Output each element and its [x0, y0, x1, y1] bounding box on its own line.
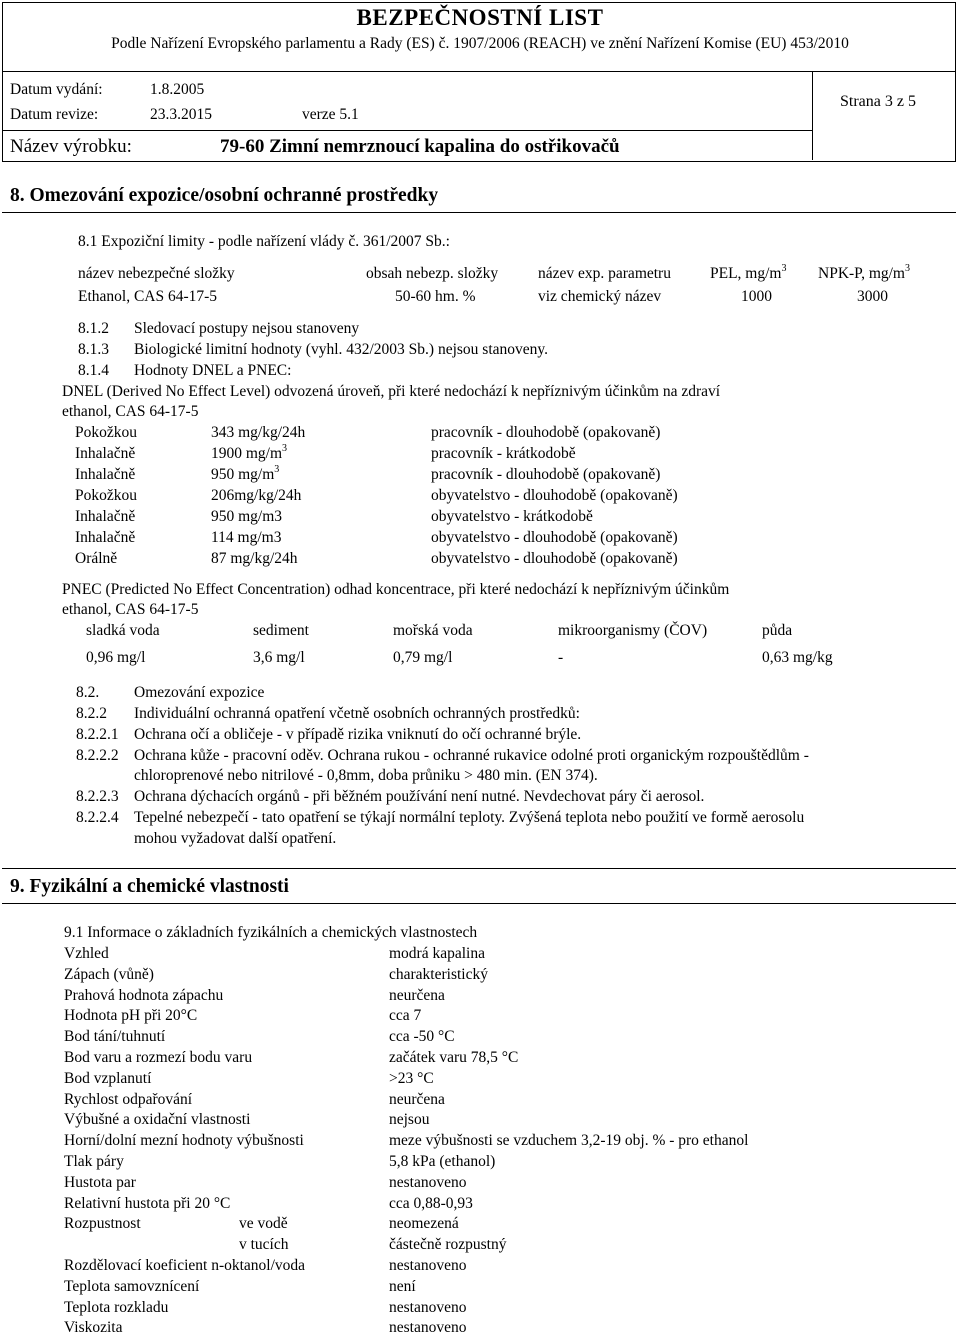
dnel-value-text: 950 mg/m3: [211, 508, 283, 525]
property-label: Bod vzplanutí: [64, 1069, 152, 1087]
product-name: 79-60 Zimní nemrznoucí kapalina do ostřikovačů: [220, 136, 620, 157]
pnec-value-sediment: 3,6 mg/l: [253, 649, 305, 666]
s82-num: 8.2.2.1: [76, 726, 119, 743]
issue-date: 1.8.2005: [150, 81, 205, 98]
dnel-value: [211, 508, 282, 526]
dnel-population: obyvatelstvo - krátkodobě: [431, 508, 593, 525]
property-value: nestanoveno: [389, 1319, 467, 1337]
s82-text: Individuální ochranná opatření včetně osobních ochranných prostředků:: [134, 705, 580, 722]
property-value: nestanoveno: [389, 1173, 467, 1191]
dnel-value-text: 206mg/kg/24h: [211, 487, 302, 504]
property-label: Viskozita: [64, 1319, 123, 1337]
dnel-value-text: 114 mg/m3: [211, 529, 282, 546]
limits-header-name: název nebezpečné složky: [78, 265, 235, 282]
dnel-value: [211, 529, 281, 547]
property-value: cca 0,88-0,93: [389, 1194, 473, 1212]
s82-num: 8.2.2.3: [76, 788, 119, 805]
property-value: není: [389, 1277, 416, 1295]
property-sublabel: ve vodě: [239, 1215, 288, 1233]
dnel-value-text: 1900 mg/m: [211, 445, 283, 462]
s812-num: 8.1.2: [78, 320, 109, 337]
dnel-value-text: 950 mg/m: [211, 466, 275, 483]
dnel-intro: DNEL (Derived No Effect Level) odvozená úroveň, při které nedochází k nepříznivým účinkům na zdraví: [62, 383, 721, 400]
pnec-substance: ethanol, CAS 64-17-5: [62, 601, 199, 618]
property-value: 5,8 kPa (ethanol): [389, 1153, 496, 1170]
limits-row-param: viz chemický název: [538, 288, 662, 305]
s81-text: 8.1 Expoziční limity - podle nařízení vlády č. 361/2007 Sb.:: [78, 233, 450, 250]
property-label: Prahová hodnota zápachu: [64, 986, 224, 1004]
header-vdivider: [812, 71, 813, 160]
pel-exp: 3: [781, 263, 787, 274]
property-value: neurčena: [389, 1090, 445, 1108]
pnec-value-soil: 0,63 mg/kg: [762, 649, 833, 666]
property-value: začátek varu 78,5 °C: [389, 1049, 519, 1066]
dnel-substance: ethanol, CAS 64-17-5: [62, 403, 199, 420]
s814-num: 8.1.4: [78, 362, 109, 379]
version: verze 5.1: [302, 106, 359, 123]
section-9-underline: [2, 903, 956, 904]
property-value: částečně rozpustný: [389, 1236, 507, 1254]
pnec-header-soil: půda: [762, 622, 793, 639]
dnel-route: Inhalačně: [75, 508, 136, 525]
revision-date: 23.3.2015: [150, 106, 212, 123]
property-value: neurčena: [389, 986, 445, 1004]
property-label: Relativní hustota při 20 °C: [64, 1194, 231, 1212]
pel-label: PEL, mg/m: [710, 265, 782, 282]
property-label: Rozpustnost: [64, 1215, 141, 1233]
s82-text: Ochrana očí a obličeje - v případě rizika vniknutí do očí ochranné brýle.: [134, 726, 582, 743]
limits-header-content: obsah nebezp. složky: [366, 265, 499, 282]
s82-num: 8.2.2.4: [76, 809, 119, 826]
property-label: Tlak páry: [64, 1153, 124, 1170]
dnel-value: [211, 445, 287, 463]
pnec-header-seawater: mořská voda: [393, 622, 473, 639]
s82-text: mohou vyžadovat další opatření.: [134, 830, 337, 847]
section-9-title: 9. Fyzikální a chemické vlastnosti: [10, 876, 289, 897]
dnel-route: Pokožkou: [75, 487, 137, 504]
s813-num: 8.1.3: [78, 341, 109, 358]
property-value: nestanoveno: [389, 1298, 467, 1316]
document-title: BEZPEČNOSTNÍ LIST: [356, 5, 604, 30]
dnel-population: pracovník - dlouhodobě (opakovaně): [431, 424, 661, 441]
property-value: nestanoveno: [389, 1257, 467, 1274]
s82-text: Tepelné nebezpečí - tato opatření se týkají normální teploty. Zvýšená teplota nebo použití ve formě aerosolu: [134, 809, 805, 826]
dnel-population: pracovník - krátkodobě: [431, 445, 576, 462]
s814-text: Hodnoty DNEL a PNEC:: [134, 362, 292, 379]
limits-row-pel: 1000: [741, 288, 772, 305]
s82-text: Omezování expozice: [134, 684, 265, 701]
limits-row-name: Ethanol, CAS 64-17-5: [78, 288, 218, 305]
dnel-value-exp: 3: [282, 443, 288, 454]
section-8-title: 8. Omezování expozice/osobní ochranné prostředky: [10, 185, 439, 206]
dnel-route: Inhalačně: [75, 466, 136, 483]
header-divider-2: [2, 130, 812, 131]
s91-text: 9.1 Informace o základních fyzikálních a chemických vlastnostech: [64, 924, 478, 941]
s82-num: 8.2.: [76, 684, 100, 701]
dnel-value-text: 87 mg/kg/24h: [211, 550, 298, 567]
pnec-header-freshwater: sladká voda: [86, 622, 160, 639]
property-label: Horní/dolní mezní hodnoty výbušnosti: [64, 1132, 304, 1150]
dnel-value: [211, 466, 279, 484]
property-value: meze výbušnosti se vzduchem 3,2-19 obj. % - pro ethanol: [389, 1132, 749, 1150]
s82-num: 8.2.2: [76, 705, 107, 722]
s812-text: Sledovací postupy nejsou stanoveny: [134, 320, 360, 337]
property-label: Rozdělovací koeficient n-oktanol/voda: [64, 1257, 306, 1274]
property-value: neomezená: [389, 1215, 459, 1233]
property-label: Bod varu a rozmezí bodu varu: [64, 1049, 253, 1066]
property-label: Hodnota pH při 20°C: [64, 1007, 198, 1025]
section-8-underline: [2, 212, 956, 213]
property-label: Výbušné a oxidační vlastnosti: [64, 1111, 251, 1129]
dnel-route: Orálně: [75, 550, 118, 567]
pnec-value-seawater: 0,79 mg/l: [393, 649, 453, 666]
page-number: Strana 3 z 5: [840, 93, 916, 110]
dnel-value-text: 343 mg/kg/24h: [211, 424, 306, 441]
property-value: nejsou: [389, 1111, 430, 1129]
revision-label: Datum revize:: [10, 106, 99, 123]
limits-row-npk: 3000: [857, 288, 888, 305]
product-label: Název výrobku:: [10, 136, 132, 157]
dnel-value: [211, 424, 305, 442]
dnel-population: obyvatelstvo - dlouhodobě (opakovaně): [431, 487, 678, 504]
limits-header-pel: [710, 265, 786, 283]
s813-text: Biologické limitní hodnoty (vyhl. 432/2003 Sb.) nejsou stanoveny.: [134, 341, 549, 358]
property-value: >23 °C: [389, 1069, 434, 1087]
property-value: cca -50 °C: [389, 1028, 455, 1046]
dnel-value-exp: 3: [274, 464, 280, 475]
pnec-intro: PNEC (Predicted No Effect Concentration) odhad koncentrace, při které nedochází k nepříznivým účinkům: [62, 581, 730, 598]
property-value: modrá kapalina: [389, 945, 485, 962]
property-label: Bod tání/tuhnutí: [64, 1028, 166, 1046]
s82-text: Ochrana dýchacích orgánů - při běžném používání není nutné. Nevdechovat páry či aerosol.: [134, 788, 705, 805]
property-value: cca 7: [389, 1007, 422, 1025]
property-value: charakteristický: [389, 965, 488, 983]
limits-header-param: název exp. parametru: [538, 265, 671, 282]
dnel-route: Pokožkou: [75, 424, 137, 441]
pnec-value-freshwater: 0,96 mg/l: [86, 649, 146, 666]
property-label: Teplota rozkladu: [64, 1298, 169, 1316]
limits-row-content: 50-60 hm. %: [395, 288, 476, 305]
property-label: Hustota par: [64, 1173, 136, 1191]
section-9-topline: [2, 868, 956, 869]
property-label: Teplota samovznícení: [64, 1277, 200, 1295]
dnel-route: Inhalačně: [75, 445, 136, 462]
limits-header-npk: [818, 265, 910, 283]
property-label: Zápach (vůně): [64, 965, 154, 983]
pnec-header-microorganisms: mikroorganismy (ČOV): [558, 622, 708, 639]
property-label: Vzhled: [64, 945, 109, 962]
npk-exp: 3: [905, 263, 910, 274]
issue-label: Datum vydání:: [10, 81, 103, 98]
npk-label: NPK-P, mg/m: [818, 265, 905, 282]
property-label: Rychlost odpařování: [64, 1090, 193, 1108]
s82-num: 8.2.2.2: [76, 747, 119, 764]
dnel-population: pracovník - dlouhodobě (opakovaně): [431, 466, 661, 483]
s82-text: Ochrana kůže - pracovní oděv. Ochrana rukou - ochranné rukavice odolné proti organickým rozpouštědlům -: [134, 747, 809, 764]
s82-text: chloroprenové nebo nitrilové - 0,8mm, doba průniku > 480 min. (EN 374).: [134, 767, 598, 784]
dnel-value: [211, 487, 301, 505]
dnel-population: obyvatelstvo - dlouhodobě (opakovaně): [431, 550, 678, 567]
property-sublabel: v tucích: [239, 1236, 289, 1254]
dnel-route: Inhalačně: [75, 529, 136, 546]
dnel-value: [211, 550, 298, 568]
dnel-population: obyvatelstvo - dlouhodobě (opakovaně): [431, 529, 678, 546]
pnec-header-sediment: sediment: [253, 622, 309, 639]
regulation-text: Podle Nařízení Evropského parlamentu a Rady (ES) č. 1907/2006 (REACH) ve znění Nařízení Komise (EU) 453/2010: [111, 35, 849, 52]
pnec-value-microorganisms: -: [558, 649, 564, 666]
